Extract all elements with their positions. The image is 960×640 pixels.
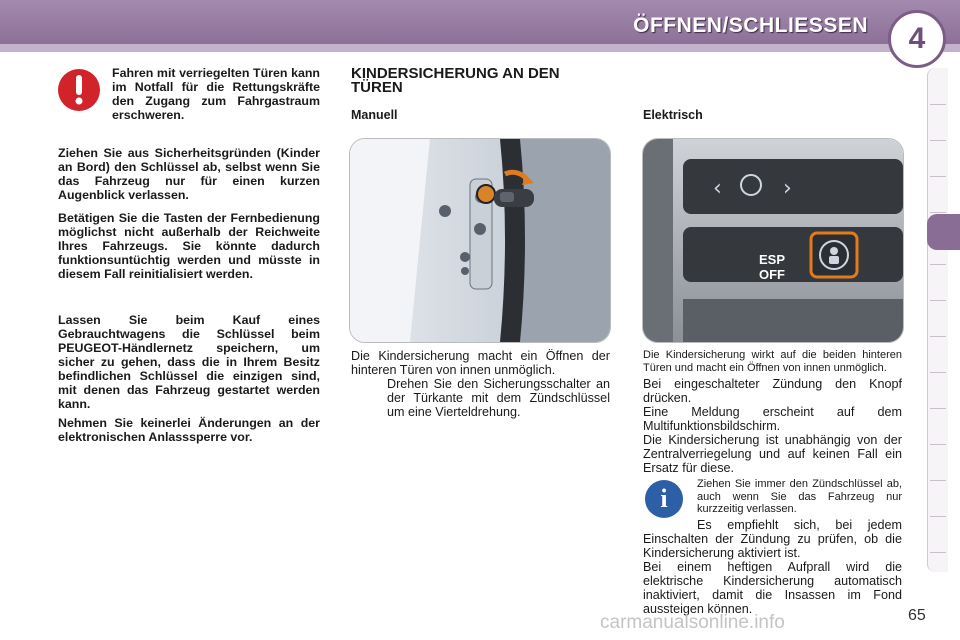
tab-divider: [930, 408, 946, 409]
electric-caption: Die Kindersicherung wirkt auf die beiden hinteren Türen und macht ein Öffnen von innen unmöglich.: [643, 349, 902, 374]
page-number: 65: [908, 607, 926, 624]
tab-divider: [930, 444, 946, 445]
info-paragraph-2: Es empfiehlt sich, bei jedem Einschalten der Zündung zu prüfen, ob die Kindersicherung aktiviert ist.: [643, 518, 902, 560]
used-car-paragraph: Lassen Sie beim Kauf eines Gebrauchtwagens die Schlüssel beim PEUGEOT-Händlernetz speichern, um sicher zu gehen, dass die in Ihrem Besitz befindlichen Schlüssel die einzigen sind, mit denen das Fahrzeug gestartet werden kann.: [58, 313, 320, 411]
header-fold: [0, 44, 960, 52]
warning-icon: [58, 69, 100, 111]
chapter-tabs: [927, 68, 948, 572]
tab-divider: [930, 336, 946, 337]
tab-divider: [930, 372, 946, 373]
tab-divider: [930, 104, 946, 105]
manual-instruction: Drehen Sie den Sicherungsschalter an der Türkante mit dem Zündschlüssel um eine Vierteldrehung.: [387, 377, 610, 419]
warning-text: Fahren mit verriegelten Türen kann im Notfall für die Rettungskräfte den Zugang zum Fahrgastraum erschweren.: [112, 66, 320, 122]
manual-intro: Die Kindersicherung macht ein Öffnen der hinteren Türen von innen unmöglich.: [351, 349, 610, 377]
electric-step-2: Eine Meldung erscheint auf dem Multifunktionsbildschirm.: [643, 405, 902, 433]
off-label: OFF: [759, 267, 785, 282]
page-title: ÖFFNEN/SCHLIESSEN: [633, 14, 868, 37]
immobilizer-paragraph: Nehmen Sie keinerlei Änderungen an der elektronischen Anlasssperre vor.: [58, 416, 320, 444]
esp-label: ESP: [759, 252, 786, 267]
svg-text:‹: ‹: [713, 176, 722, 201]
security-paragraph: Ziehen Sie aus Sicherheitsgründen (Kinder an Bord) den Schlüssel ab, selbst wenn Sie das Fahrzeug nur für einen kurzen Augenblick verlassen.: [58, 146, 320, 202]
active-chapter-tab[interactable]: [927, 214, 960, 250]
chapter-badge: 4: [888, 10, 946, 68]
tab-divider: [930, 480, 946, 481]
tab-divider: [930, 264, 946, 265]
tab-divider: [930, 212, 946, 213]
electric-step-1: Bei eingeschalteter Zündung den Knopf drücken.: [643, 377, 902, 405]
tab-divider: [930, 552, 946, 553]
tab-divider: [930, 140, 946, 141]
electric-step-3: Die Kindersicherung ist unabhängig von der Zentralverriegelung und auf keinen Fall ein Ersatz für diese.: [643, 433, 902, 475]
electric-heading: Elektrisch: [643, 108, 703, 122]
tab-divider: [930, 176, 946, 177]
remote-paragraph: Betätigen Sie die Tasten der Fernbedienung möglichst nicht außerhalb der Reichweite Ihres Fahrzeugs. Sie könnte dadurch funktionsuntüchtig werden und müsste in diesem Fall reinitialisiert werden.: [58, 211, 320, 281]
info-paragraph-3: Bei einem heftigen Aufprall wird die elektrische Kindersicherung automatisch inaktiviert, damit die Insassen im Fond aussteigen können.: [643, 560, 902, 616]
electric-button-photo: [642, 138, 904, 343]
manual-heading: Manuell: [351, 108, 398, 122]
watermark: carmanualsonline.info: [600, 612, 785, 633]
info-icon: i: [645, 480, 683, 518]
section-heading: KINDERSICHERUNG AN DEN TÜREN: [351, 65, 560, 96]
info-text: Ziehen Sie immer den Zündschlüssel ab, auch wenn Sie das Fahrzeug nur kurzzeitig verlassen.: [697, 478, 902, 515]
tab-divider: [930, 300, 946, 301]
svg-text:›: ›: [783, 176, 792, 201]
tab-divider: [930, 516, 946, 517]
manual-lock-photo: [349, 138, 611, 343]
